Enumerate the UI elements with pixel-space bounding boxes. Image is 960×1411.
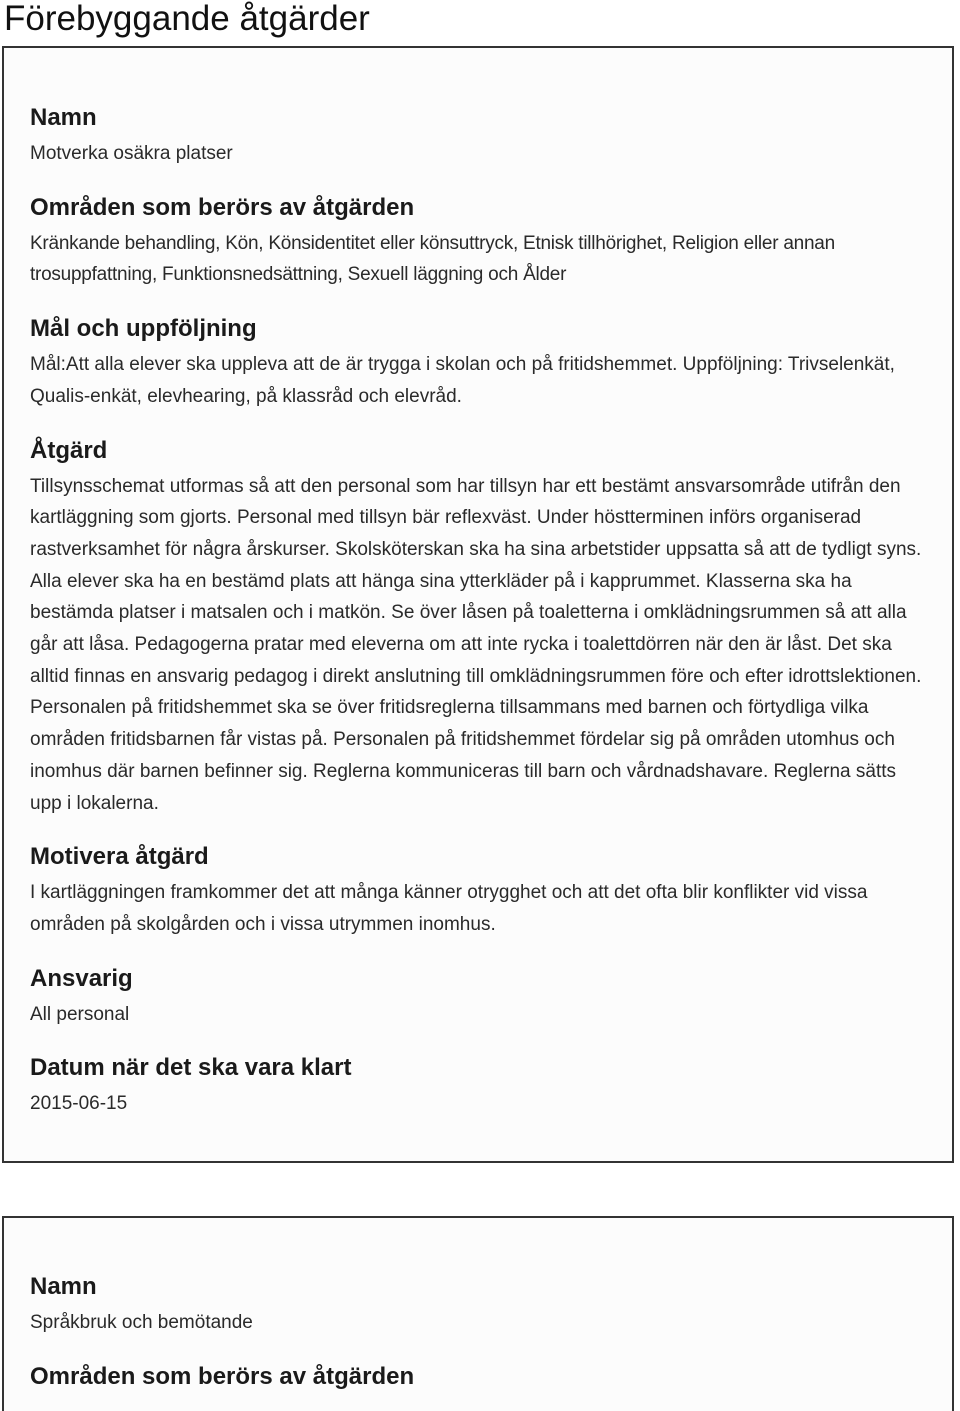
motivation-label: Motivera åtgärd [30,843,209,871]
deadline-value: 2015-06-15 [30,1093,128,1115]
name-section [30,98,932,170]
responsible-value: All personal [30,1003,130,1025]
name-value: Motverka osäkra platser [30,143,233,164]
name-section [30,1267,932,1339]
deadline-section [30,1048,932,1120]
name-label: Namn [30,1273,97,1300]
measure-card [2,1216,954,1411]
motivation-section [30,837,932,940]
goal-label: Mål och uppföljning [30,315,257,343]
deadline-label: Datum när det ska vara klart [30,1054,352,1082]
action-label: Åtgärd [30,436,108,464]
areas-label: Områden som berörs av åtgärden [30,193,415,221]
measure-card [2,46,954,1163]
areas-section [30,1357,932,1397]
areas-section [30,188,932,291]
measure-card-content [30,1267,932,1397]
areas-label: Områden som berörs av åtgärden [30,1362,415,1390]
name-value: Språkbruk och bemötande [30,1312,253,1333]
action-section [30,431,932,820]
responsible-section [30,959,932,1031]
measure-card-content [30,98,932,1120]
action-value: Tillsynsschemat utformas så att den personal som har tillsyn har ett bestämt ansvarsområde utifrån den kartläggning som gjorts. Personal med tillsyn bär reflexväst. Under höstterminen införs organiserad rastverksamhet för några årskurser. Skolsköterskan ska ha sina arbetstider uppsatta så att de tydligt syns. Alla elever ska ha en bestämd plats att hänga sina ytterkläder på i kapprummet. Klasserna ska ha bestämda platser i matsalen och i matkön. Se över låsen på toaletterna i omklädningsrummen så att alla går att låsa. Pedagogerna pratar med eleverna om att inte rycka i toalettdörren när den är låst. Det ska alltid finnas en ansvarig pedagog i direkt anslutning till omklädningsrummen före och efter idrottslektionen. Personalen på fritidshemmet ska se över fritidsreglerna tillsammans med barnen och förtydliga vilka områden fritidsbarnen får vistas på. Personalen på fritidshemmet fördelar sig på områden utomhus och inomhus där barnen befinner sig. Reglerna kommuniceras till barn och vårdnadshavare. Reglerna sätts upp i lokalerna. [30,475,922,814]
name-label: Namn [30,104,97,131]
goal-section [30,309,932,412]
motivation-value: I kartläggningen framkommer det att många känner otrygghet och att det ofta blir konflikter vid vissa områden på skolgården och i vissa utrymmen inomhus. [30,882,868,935]
areas-value: Kränkande behandling, Kön, Könsidentitet eller könsuttryck, Etnisk tillhörighet, Religion eller annan trosuppfattning, Funktionsnedsättning, Sexuell läggning och Ålder [30,232,835,286]
responsible-label: Ansvarig [30,964,133,992]
goal-value: Mål:Att alla elever ska uppleva att de är trygga i skolan och på fritidshemmet. Uppföljning: Trivselenkät, Qualis-enkät, elevhearing, på klassråd och elevråd. [30,354,895,407]
page-title: Förebyggande åtgärder [4,0,370,38]
